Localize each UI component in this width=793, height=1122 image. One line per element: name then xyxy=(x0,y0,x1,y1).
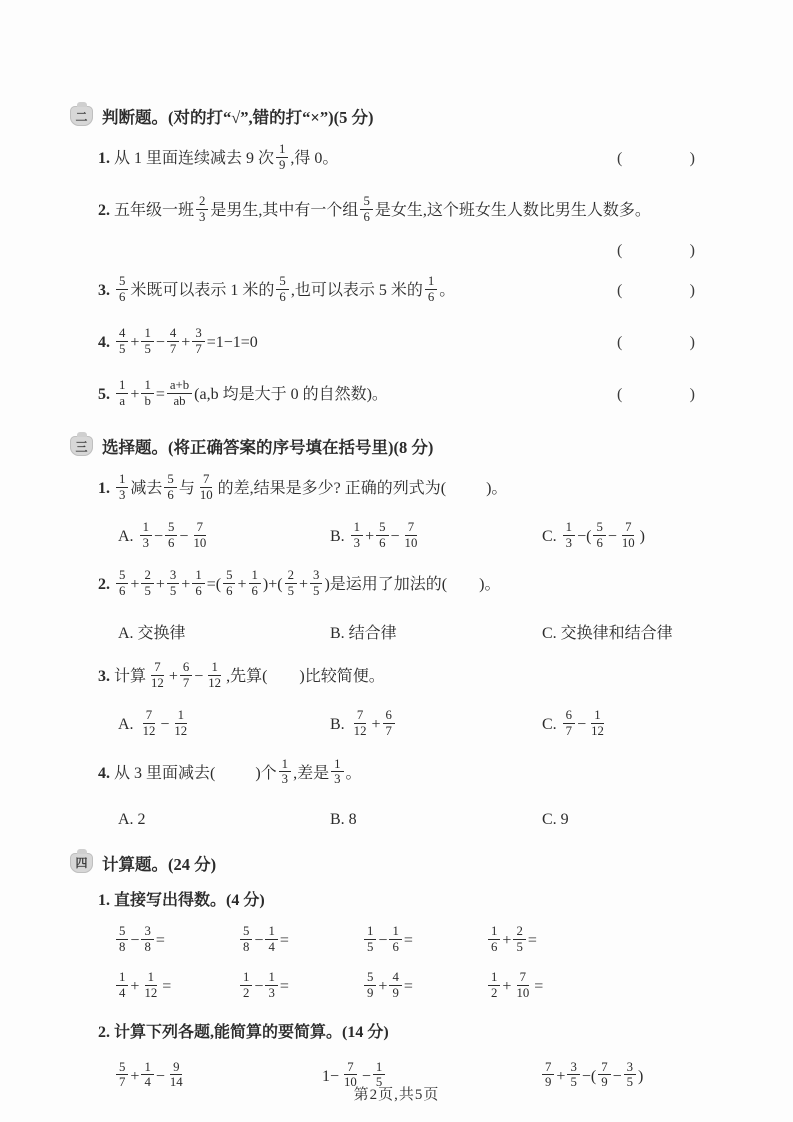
choice-question-1 xyxy=(70,468,707,510)
judge-question-5 xyxy=(70,374,707,416)
paren-open: ( xyxy=(617,150,623,167)
question-number: 4. xyxy=(98,764,110,782)
option-b: B. 8 xyxy=(330,810,357,828)
judge-question-2-bracket-line xyxy=(70,242,707,260)
question-number: 1. xyxy=(98,480,110,497)
paren-close: ) xyxy=(689,282,695,299)
paren-open: ( xyxy=(617,386,623,403)
choice-question-4-options xyxy=(70,807,707,833)
judge-question-3 xyxy=(70,270,707,312)
page-number-footer: 第2页,共5页 xyxy=(353,1087,440,1103)
calc-expression: $\frac{1}{2}$ + $\frac{7}{10}$ = xyxy=(486,972,707,1002)
calc-expression: $\frac{5}{8}$ − $\frac{1}{4}$ = xyxy=(238,926,362,956)
choice-question-4 xyxy=(70,753,707,795)
option-a: A. $\frac{1}{3}$ − $\frac{5}{6}$ − $\frac{7}{10}$ xyxy=(118,520,207,550)
answer-bracket xyxy=(617,242,695,260)
question-text: $\frac{1}{a}$ + $\frac{1}{b}$ = $\frac{a+b}{ab}$ (a,b 均是大于 0 的自然数)。 xyxy=(114,380,603,410)
choice-question-2 xyxy=(70,564,707,606)
paren-open: ( xyxy=(617,334,623,351)
section-choice-header xyxy=(70,434,707,458)
section-calc-title: 计算题。(24 分) xyxy=(102,854,217,874)
calc-subsection-1-title: 1. 直接写出得数。(4 分) xyxy=(98,891,265,909)
calc-expression: $\frac{5}{7}$ + $\frac{1}{4}$ − $\frac{9}{14}$ xyxy=(114,1062,322,1092)
section-judge-header xyxy=(70,104,707,128)
question-text: 从 1 里面连续减去 9 次 $\frac{1}{9}$ ,得 0。 xyxy=(114,141,339,172)
question-text: 从 3 里面减去( )个 $\frac{1}{3}$ ,差是 $\frac{1}{3}$ 。 xyxy=(114,756,362,787)
calc-expression: $\frac{1}{2}$ − $\frac{1}{3}$ = xyxy=(238,972,362,1002)
section-calc-header xyxy=(70,851,707,875)
pouch-badge-icon: 四 xyxy=(70,853,93,873)
judge-question-2 xyxy=(70,190,707,232)
option-c: C. $\frac{1}{3}$ −( $\frac{5}{6}$ − $\frac{7}{10}$ ) xyxy=(542,520,645,550)
question-text: $\frac{1}{3}$ 减去 $\frac{5}{6}$ 与 $\frac{7}{10}$ 的差,结果是多少? 正确的列式为( )。 xyxy=(114,474,695,504)
calc-row-2 xyxy=(70,972,707,1002)
section-choice-title: 选择题。(将正确答案的序号填在括号里)(8 分) xyxy=(102,438,434,457)
paren-close: ) xyxy=(689,386,695,403)
option-b: B. $\frac{1}{3}$ + $\frac{5}{6}$ − $\frac{7}{10}$ xyxy=(330,520,418,550)
calc-expression: 1− $\frac{7}{10}$ − $\frac{1}{5}$ xyxy=(322,1062,540,1092)
calc-subsection-2-title: 2. 计算下列各题,能简算的要简算。(14 分) xyxy=(98,1023,389,1041)
calc-expression: $\frac{5}{9}$ + $\frac{4}{9}$ = xyxy=(362,972,486,1002)
paren-open: ( xyxy=(617,282,623,299)
question-number: 1. xyxy=(98,150,110,167)
paren-open: ( xyxy=(617,242,623,259)
question-number: 3. xyxy=(98,282,110,299)
pouch-badge-icon: 三 xyxy=(70,436,93,456)
pouch-badge-icon: 二 xyxy=(70,106,93,126)
calc-expression: $\frac{1}{5}$ − $\frac{1}{6}$ = xyxy=(362,926,486,956)
calc-expression: $\frac{7}{9}$ + $\frac{3}{5}$ −( $\frac{7}{9}$ − $\frac{3}{5}$ ) xyxy=(540,1062,707,1092)
question-text: $\frac{4}{5}$ + $\frac{1}{5}$ − $\frac{4}{7}$ + $\frac{3}{7}$ =1−1=0 xyxy=(114,328,603,358)
choice-question-1-options xyxy=(70,522,707,552)
question-text: $\frac{5}{6}$ 米既可以表示 1 米的 $\frac{5}{6}$ ,也可以表示 5 米的 $\frac{1}{6}$ 。 xyxy=(114,276,603,306)
answer-bracket xyxy=(617,150,695,168)
option-b: B. $\frac{7}{12}$ + $\frac{6}{7}$ xyxy=(330,710,542,740)
option-c: C. 9 xyxy=(542,810,569,828)
question-number: 2. xyxy=(98,202,110,219)
judge-question-1 xyxy=(70,138,707,180)
calc-expression: $\frac{1}{6}$ + $\frac{2}{5}$ = xyxy=(486,926,707,956)
question-text: $\frac{5}{6}$ + $\frac{2}{5}$ + $\frac{3}{5}$ + $\frac{1}{6}$ =( $\frac{5}{6}$ + $\frac{1}{6}$ )+( $\frac{2}{5}$ + $\frac{3}{5}$ )是运用了加法的( )。 xyxy=(114,570,695,600)
question-number: 3. xyxy=(98,668,110,686)
choice-question-2-options xyxy=(70,618,707,644)
option-c: C. 交换律和结合律 xyxy=(542,624,673,642)
option-b: B. 结合律 xyxy=(330,624,397,642)
option-a: A. $\frac{7}{12}$ − $\frac{1}{12}$ xyxy=(118,708,188,739)
section-judge-title: 判断题。(对的打“√”,错的打“×”)(5 分) xyxy=(102,108,374,127)
choice-question-3-options xyxy=(70,710,707,740)
paren-close: ) xyxy=(689,150,695,167)
paren-close: ) xyxy=(689,334,695,351)
question-number: 5. xyxy=(98,386,110,403)
answer-bracket xyxy=(617,386,695,404)
option-c: C. $\frac{6}{7}$ − $\frac{1}{12}$ xyxy=(542,708,604,739)
paren-close: ) xyxy=(689,242,695,259)
question-text: 计算 $\frac{7}{12}$ + $\frac{6}{7}$ − $\frac{1}{12}$ ,先算( )比较简便。 xyxy=(114,660,385,690)
question-text: 五年级一班 $\frac{2}{3}$ 是男生,其中有一个组 $\frac{5}{6}$ 是女生,这个班女生人数比男生人数多。 xyxy=(114,193,651,224)
calc-expression: $\frac{1}{4}$ + $\frac{1}{12}$ = xyxy=(114,972,238,1002)
calc-expression: $\frac{5}{8}$ − $\frac{3}{8}$ = xyxy=(114,926,238,956)
choice-question-3 xyxy=(70,656,707,698)
question-number: 4. xyxy=(98,334,110,351)
option-a: A. 2 xyxy=(118,810,146,828)
option-a: A. 交换律 xyxy=(118,624,186,642)
judge-question-4 xyxy=(70,322,707,364)
answer-bracket xyxy=(617,282,695,300)
answer-bracket xyxy=(617,334,695,352)
question-number: 2. xyxy=(98,576,110,594)
calc-row-1 xyxy=(70,923,707,956)
